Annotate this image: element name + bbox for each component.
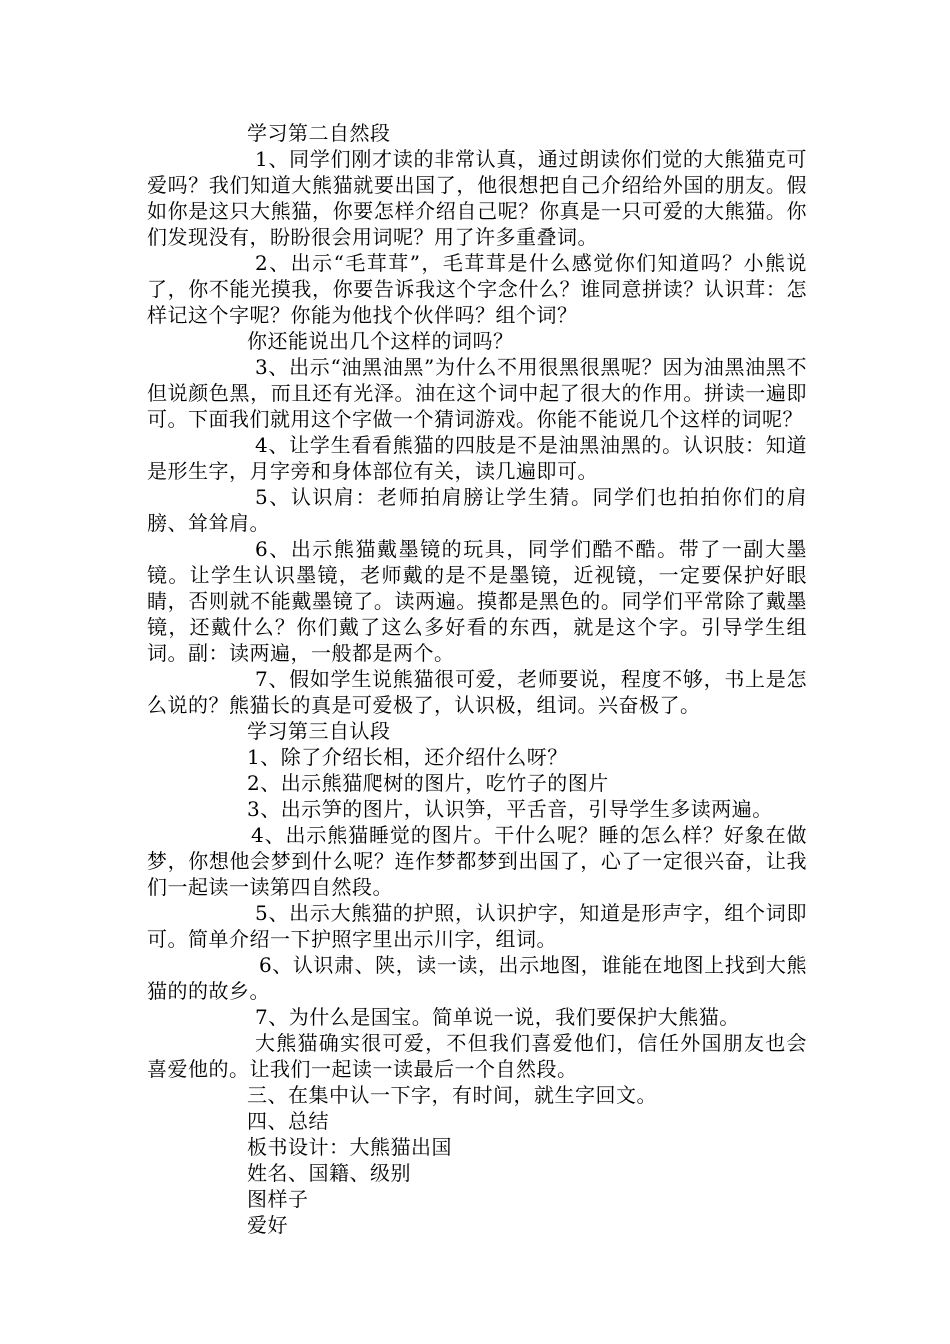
paragraph: 5、出示大熊猫的护照，认识护字，知道是形声字，组个词即可。简单介绍一下护照字里出示川字，组词。	[147, 901, 807, 951]
board-design-line: 图样子	[247, 1187, 309, 1211]
paragraph: 7、假如学生说熊猫很可爱，老师要说，程度不够，书上是怎么说的？熊猫长的真是可爱极了，认识极，组词。兴奋极了。	[147, 667, 807, 717]
list-item: 3、出示笋的图片，认识笋，平舌音，引导学生多读两遍。	[247, 797, 773, 821]
paragraph: 5、认识肩：老师拍肩膀让学生猜。同学们也拍拍你们的肩膀、耸耸肩。	[147, 485, 807, 535]
section-heading: 四、总结	[247, 1109, 329, 1133]
paragraph: 你还能说出几个这样的词吗？	[247, 329, 514, 353]
board-design-title: 板书设计：大熊猫出国	[247, 1135, 452, 1159]
document-body	[147, 120, 807, 1238]
board-design-line: 姓名、国籍、级别	[247, 1161, 411, 1185]
paragraph: 6、出示熊猫戴墨镜的玩具，同学们酷不酷。带了一副大墨镜。让学生认识墨镜，老师戴的是不是墨镜，近视镜，一定要保护好眼睛，否则就不能戴墨镜了。读两遍。摸都是黑色的。同学们平常除了戴墨镜，还戴什么？你们戴了这么多好看的东西，就是这个字。引导学生组词。副：读两遍，一般都是两个。	[147, 537, 807, 665]
paragraph: 1、同学们刚才读的非常认真，通过朗读你们觉的大熊猫克可爱吗？我们知道大熊猫就要出国了，他很想把自己介绍给外国的朋友。假如你是这只大熊猫，你要怎样介绍自己呢？你真是一只可爱的大熊猫。你们发现没有，盼盼很会用词呢？用了许多重叠词。	[147, 147, 807, 249]
section-heading: 三、在集中认一下字，有时间，就生字回文。	[247, 1083, 657, 1107]
paragraph: 3、出示“油黑油黑”为什么不用很黑很黑呢？因为油黑油黑不但说颜色黑，而且还有光泽。油在这个词中起了很大的作用。拼读一遍即可。下面我们就用这个字做一个猜词游戏。你能不能说几个这样的词呢？	[147, 355, 807, 431]
section-heading: 学习第二自然段	[247, 121, 391, 145]
paragraph: 2、出示“毛茸茸”，毛茸茸是什么感觉你们知道吗？小熊说了，你不能光摸我，你要告诉我这个字念什么？谁同意拼读？认识茸：怎样记这个字呢？你能为他找个伙伴吗？组个词？	[147, 251, 807, 327]
list-item: 2、出示熊猫爬树的图片，吃竹子的图片	[247, 771, 609, 795]
section-heading: 学习第三自认段	[247, 719, 391, 743]
paragraph: 6、认识肃、陕，读一读，出示地图，谁能在地图上找到大熊猫的的故乡。	[147, 953, 807, 1003]
board-design-line: 爱好	[247, 1213, 288, 1237]
paragraph: 4、让学生看看熊猫的四肢是不是油黑油黑的。认识肢：知道是形生字，月字旁和身体部位有关，读几遍即可。	[147, 433, 807, 483]
list-item: 1、除了介绍长相，还介绍什么呀？	[247, 745, 568, 769]
paragraph: 4、出示熊猫睡觉的图片。干什么呢？睡的怎么样？好象在做梦，你想他会梦到什么呢？连作梦都梦到出国了，心了一定很兴奋，让我们一起读一读第四自然段。	[147, 823, 807, 899]
paragraph: 大熊猫确实很可爱，不但我们喜爱他们，信任外国朋友也会喜爱他的。让我们一起读一读最后一个自然段。	[147, 1031, 807, 1081]
paragraph: 7、为什么是国宝。简单说一说，我们要保护大熊猫。	[255, 1005, 740, 1029]
